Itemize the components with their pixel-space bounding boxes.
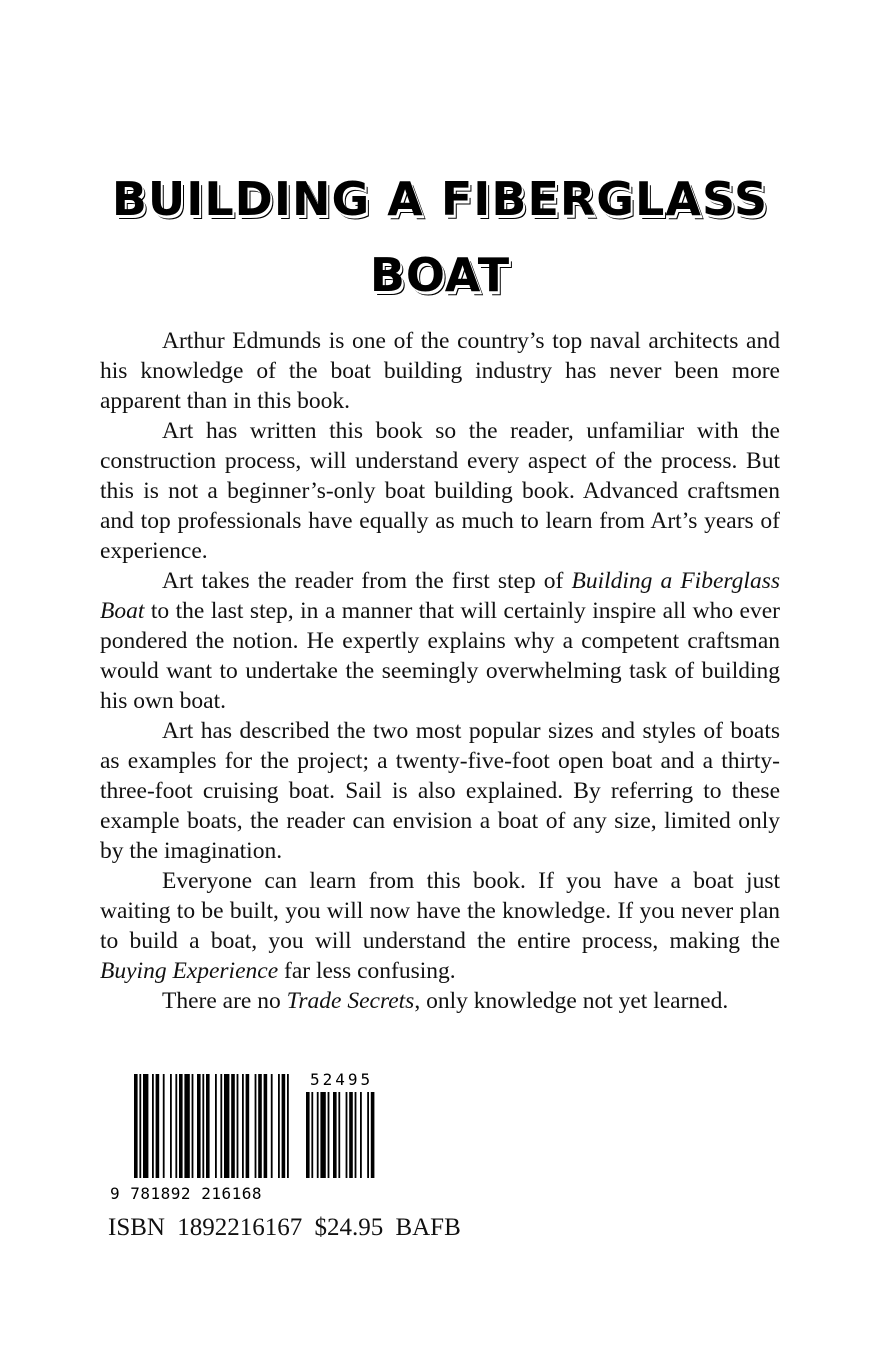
barcode-bar (215, 1074, 217, 1178)
barcode-bar (170, 1074, 172, 1178)
barcode-bar (271, 1074, 273, 1178)
blurb-text: There are no (162, 988, 287, 1014)
blurb-text: Everyone can learn from this book. If you have a boat just waiting to be built, you will now have the knowledge. If you never plan to build a boat, you will understand the entire process, making the (100, 868, 780, 954)
barcode-bar (143, 1074, 148, 1178)
barcode-bar (282, 1074, 286, 1178)
back-cover-blurb (100, 326, 780, 1016)
barcode-bar (320, 1092, 325, 1178)
blurb-italic-title: Building a Fiberglass Boat (100, 568, 780, 624)
blurb-paragraph-1 (100, 326, 780, 416)
blurb-text: Art has written this book so the reader, unfamiliar with the construction process, will understand every aspect of the process. But this is not a beginner’s-only boat building book. Advanced craftsmen and top professionals have equally as much to learn from Art’s years of experience. (100, 418, 780, 564)
blurb-paragraph-4 (100, 716, 780, 866)
blurb-text: , only knowledge not yet learned. (414, 988, 729, 1014)
book-title-line-2: BOAT (369, 247, 511, 302)
barcode-bar (264, 1074, 268, 1178)
barcode-bar (175, 1074, 177, 1178)
book-title-line-1: BUILDING A FIBERGLASS (111, 171, 769, 226)
barcode-bar (206, 1074, 210, 1178)
barcode-bar (224, 1074, 229, 1178)
barcode-bar (197, 1074, 201, 1178)
barcode-bar (134, 1074, 138, 1178)
barcode-bar (255, 1074, 257, 1178)
barcode-bar (355, 1092, 357, 1178)
barcode-bar (333, 1092, 337, 1178)
barcode-bar (242, 1074, 244, 1178)
barcode-bar (338, 1092, 340, 1178)
barcode-bar (287, 1074, 289, 1178)
barcode-addon-digits: 52495 (310, 1070, 374, 1089)
barcode-bar (349, 1092, 353, 1178)
barcode-bar (184, 1074, 189, 1178)
barcode-bar (163, 1074, 165, 1178)
book-title (0, 161, 880, 313)
barcode-bar (202, 1074, 204, 1178)
barcode-bar (317, 1092, 319, 1178)
barcode-bar (371, 1092, 375, 1178)
barcode-bar (367, 1092, 369, 1178)
barcode-bar (278, 1074, 280, 1178)
blurb-paragraph-6 (100, 986, 780, 1016)
barcode-bar (346, 1092, 348, 1178)
barcode-bar (192, 1074, 194, 1178)
barcode-digits: 9 781892 216168 (110, 1184, 262, 1203)
blurb-italic-phrase: Trade Secrets (286, 988, 415, 1014)
barcode-bar (139, 1074, 141, 1178)
isbn-price-line: ISBN 1892216167 $24.95 BAFB (108, 1214, 461, 1241)
barcode-bar (156, 1074, 160, 1178)
barcode-bar (328, 1092, 330, 1178)
barcode-bar (152, 1074, 154, 1178)
barcode-bar (220, 1074, 222, 1178)
blurb-paragraph-5 (100, 866, 780, 986)
barcode-bar (360, 1092, 362, 1178)
blurb-text: Arthur Edmunds is one of the country’s top naval architects and his knowledge of the boat building industry has never been more apparent than in this book. (100, 328, 780, 414)
blurb-text: Art takes the reader from the first step of (162, 568, 572, 594)
blurb-paragraph-3 (100, 566, 780, 716)
barcode-bar (306, 1092, 310, 1178)
blurb-text: Art has described the two most popular sizes and styles of boats as examples for the project; a twenty-five-foot open boat and a thirty-three-foot cruising boat. Sail is also explained. By referring to these example boats, the reader can envision a boat of any size, limited only by the imagination. (100, 718, 780, 864)
blurb-italic-phrase: Buying Experience (100, 958, 279, 984)
barcode-bar (246, 1074, 250, 1178)
blurb-paragraph-2 (100, 416, 780, 566)
barcode-bar (231, 1074, 235, 1178)
barcode-bar (179, 1074, 183, 1178)
blurb-text: to the last step, in a manner that will certainly inspire all who ever pondered the notion. He expertly explains why a competent craftsman would want to undertake the seemingly overwhelming task of building his own boat. (100, 598, 780, 714)
barcode-bar (237, 1074, 239, 1178)
isbn-barcode (110, 1070, 400, 1210)
barcode-bar (258, 1074, 262, 1178)
barcode-bar (311, 1092, 313, 1178)
blurb-text: far less confusing. (278, 958, 456, 984)
